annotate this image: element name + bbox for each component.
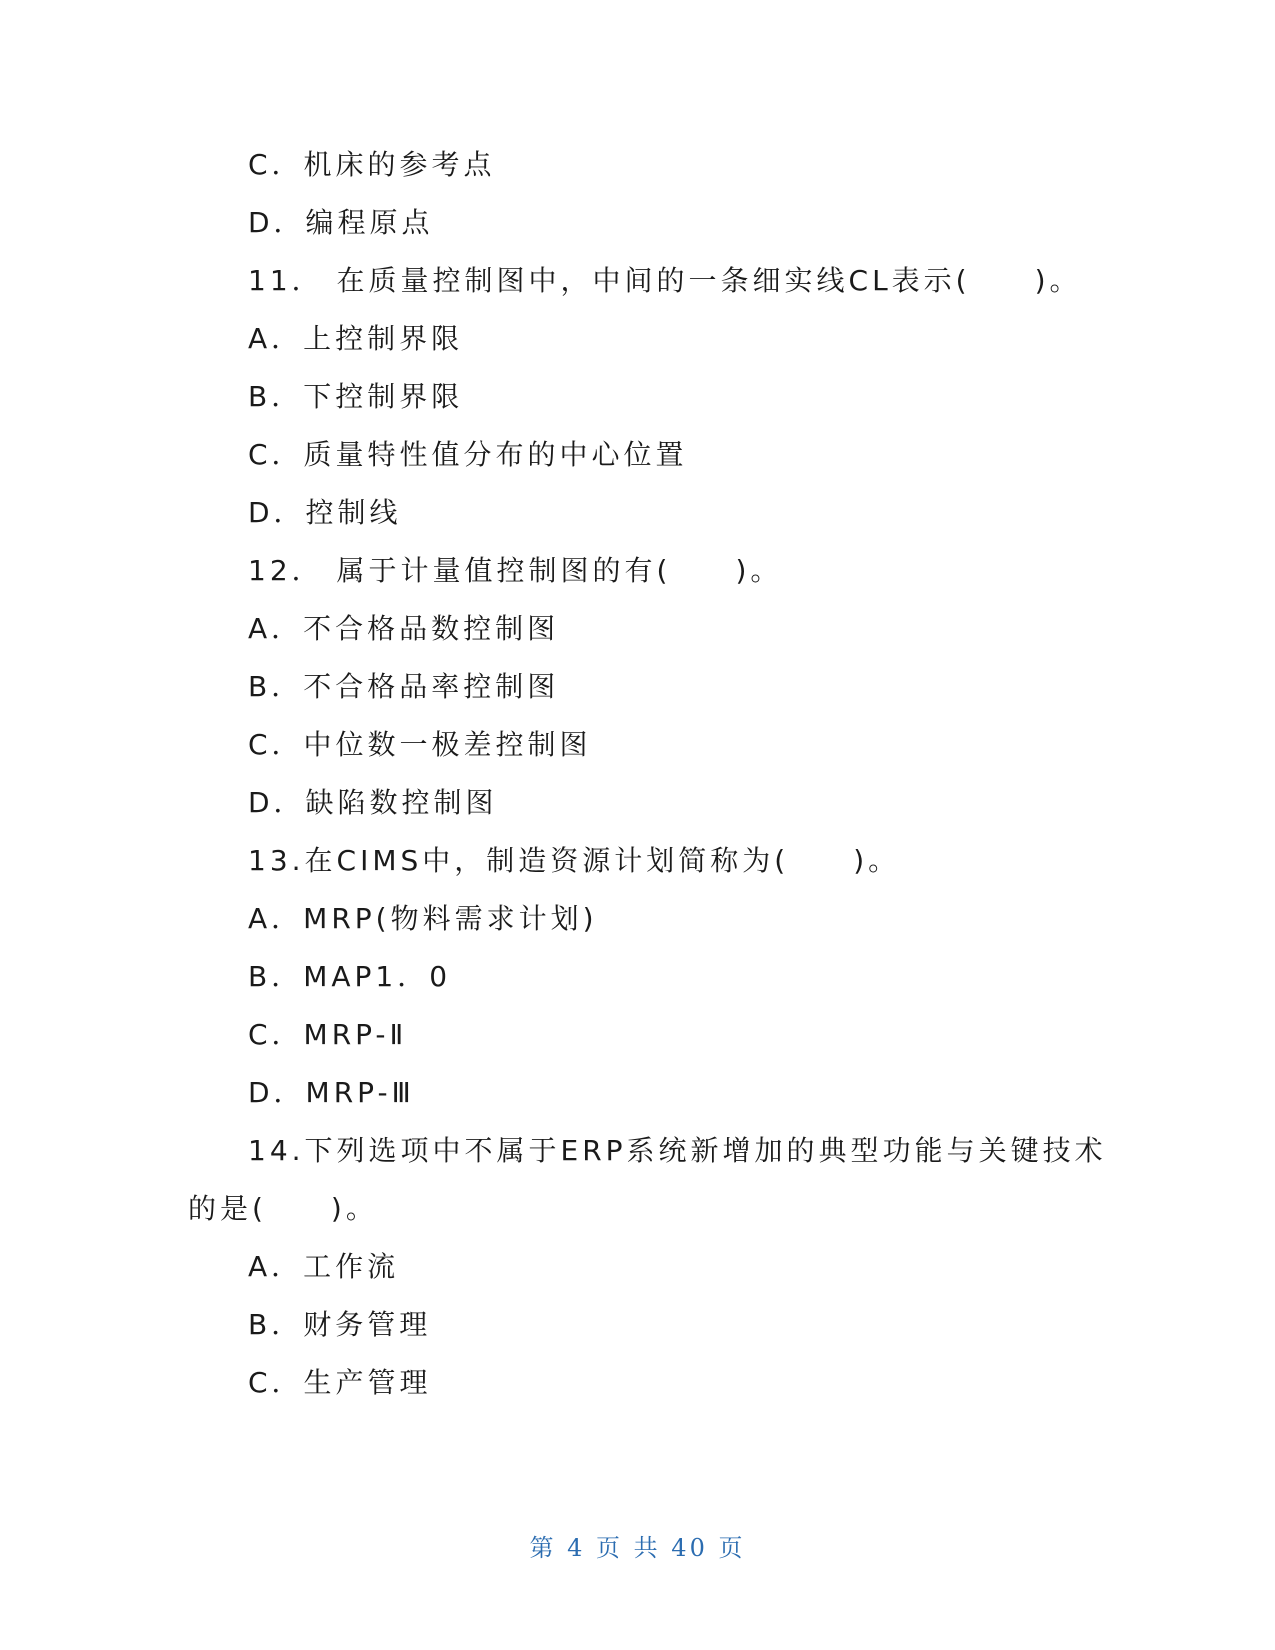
question-12: 12． 属于计量值控制图的有( )。	[248, 554, 783, 587]
option-d-programming-origin: D．编程原点	[248, 206, 434, 239]
q11-option-b: B．下控制界限	[248, 380, 464, 413]
q11-option-d: D．控制线	[248, 496, 402, 529]
q11-option-a: A．上控制界限	[248, 322, 464, 355]
q12-option-d: D．缺陷数控制图	[248, 786, 498, 819]
q14-option-b: B．财务管理	[248, 1308, 432, 1341]
question-13: 13.在CIMS中，制造资源计划简称为( )。	[248, 844, 901, 877]
question-11: 11． 在质量控制图中，中间的一条细实线CL表示( )。	[248, 264, 1082, 297]
question-14: 14.下列选项中不属于ERP系统新增加的典型功能与关键技术	[248, 1134, 1107, 1167]
option-c-machine-reference-point: C．机床的参考点	[248, 148, 496, 181]
q13-option-c: C．MRP-Ⅱ	[248, 1018, 408, 1051]
q13-option-a: A．MRP(物料需求计划)	[248, 902, 598, 935]
q14-option-a: A．工作流	[248, 1250, 400, 1283]
q13-option-d: D．MRP-Ⅲ	[248, 1076, 415, 1109]
page-footer: 第 4 页 共 40 页	[529, 1534, 746, 1562]
q11-option-c: C．质量特性值分布的中心位置	[248, 438, 688, 471]
q13-option-b: B．MAP1．0	[248, 960, 452, 993]
q12-option-c: C．中位数一极差控制图	[248, 728, 592, 761]
q14-option-c: C．生产管理	[248, 1366, 432, 1399]
question-14-continuation: 的是( )。	[188, 1192, 378, 1225]
q12-option-b: B．不合格品率控制图	[248, 670, 560, 703]
q12-option-a: A．不合格品数控制图	[248, 612, 560, 645]
